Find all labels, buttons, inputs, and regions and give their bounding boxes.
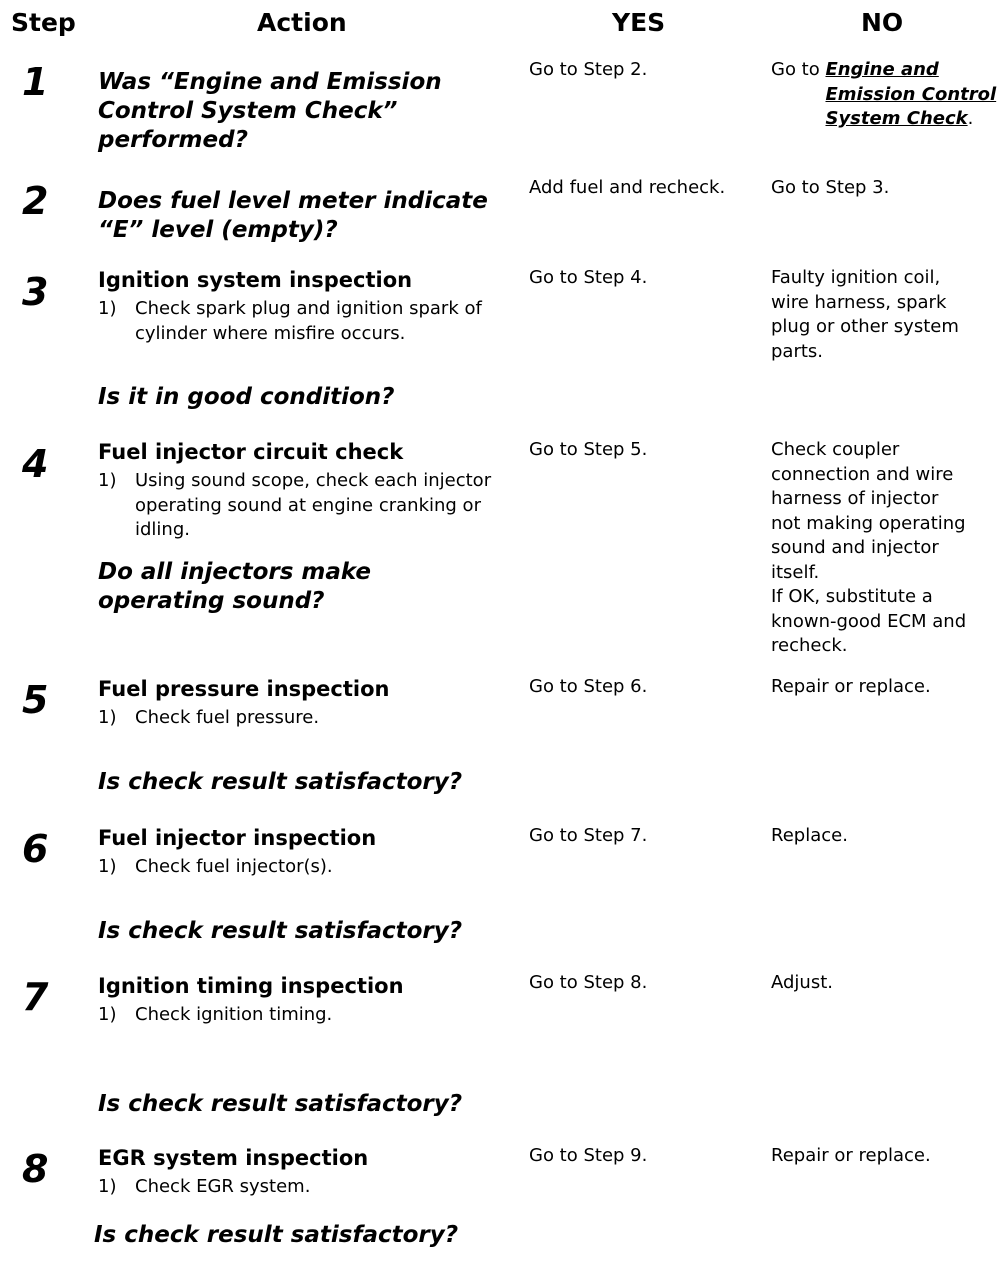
step-6-item-number: 1) — [98, 856, 117, 877]
step-1-question: Was “Engine and Emission Control System Check” performed? — [98, 69, 442, 153]
header-action: Action — [257, 8, 347, 37]
step-number-4: 4 — [22, 442, 49, 486]
step-5-item-text: Check fuel pressure. — [135, 707, 320, 728]
step-8-item-number: 1) — [98, 1176, 117, 1197]
step-1-yes: Go to Step 2. — [529, 59, 648, 80]
step-4-item — [98, 469, 493, 543]
step-4-no-line: not making operating — [771, 512, 966, 534]
step-7-action — [98, 972, 518, 1119]
step-8-question: Is check result satisfactory? — [94, 1221, 459, 1248]
step-number-5: 5 — [22, 678, 49, 722]
step-3-item-number: 1) — [98, 298, 117, 319]
step-3-item — [98, 297, 518, 346]
step-4-no-line: If OK, substitute a — [771, 586, 933, 607]
step-4-no-line: recheck. — [771, 635, 848, 656]
step-5-item-number: 1) — [98, 707, 117, 728]
step-4-item-text: Using sound scope, check each injector operating sound at engine cranking or idling. — [135, 470, 492, 540]
step-7-yes: Go to Step 8. — [529, 972, 648, 993]
step-3-item-text: Check spark plug and ignition spark of cylinder where misfire occurs. — [135, 298, 482, 344]
step-number-6: 6 — [22, 827, 49, 871]
step-4-no-line: connection and wire — [771, 463, 954, 485]
step-7-no: Adjust. — [771, 972, 833, 993]
step-5-yes: Go to Step 6. — [529, 676, 648, 697]
header-no: NO — [861, 8, 904, 37]
step-6-action — [98, 824, 518, 946]
step-4-no-line: Check coupler — [771, 439, 900, 460]
step-4-title: Fuel injector circuit check — [98, 440, 404, 464]
step-number-3: 3 — [22, 270, 49, 314]
step-1-no — [771, 58, 1007, 132]
step-7-question: Is check result satisfactory? — [98, 1090, 463, 1117]
step-7-item-number: 1) — [98, 1004, 117, 1025]
step-2-action — [98, 187, 518, 245]
step-2-yes: Add fuel and recheck. — [529, 177, 726, 198]
step-6-item-text: Check fuel injector(s). — [135, 856, 333, 877]
step-6-item — [98, 855, 518, 880]
step-4-yes: Go to Step 5. — [529, 439, 648, 460]
step-4-no-line: sound and injector — [771, 537, 939, 558]
step-4-no — [771, 438, 1007, 659]
step-8-yes: Go to Step 9. — [529, 1145, 648, 1166]
step-number-2: 2 — [22, 179, 49, 223]
step-number-1: 1 — [22, 60, 49, 104]
step-8-no: Repair or replace. — [771, 1145, 931, 1166]
step-7-item-text: Check ignition timing. — [135, 1004, 333, 1025]
step-4-no-line: itself. — [771, 561, 820, 583]
step-5-item — [98, 706, 518, 731]
engine-emission-check-link[interactable]: Engine and Emission Control System Check — [825, 59, 997, 129]
step-4-item-number: 1) — [98, 470, 117, 491]
step-4-question: Do all injectors make operating sound? — [98, 558, 371, 614]
step-8-item — [98, 1175, 518, 1200]
step-3-no-line: plug or other system — [771, 316, 959, 337]
step-2-question: Does fuel level meter indicate “E” level (empty)? — [98, 188, 488, 243]
header-yes: YES — [612, 8, 666, 37]
step-5-question: Is check result satisfactory? — [98, 768, 463, 795]
step-6-title: Fuel injector inspection — [98, 826, 377, 850]
step-7-title: Ignition timing inspection — [98, 974, 404, 998]
step-4-no-line: harness of injector — [771, 488, 939, 509]
step-6-no: Replace. — [771, 825, 848, 846]
step-8-title: EGR system inspection — [98, 1146, 369, 1170]
step-3-question: Is it in good condition? — [98, 384, 395, 410]
step-number-7: 7 — [22, 975, 49, 1019]
header-step: Step — [11, 8, 76, 37]
step-2-no: Go to Step 3. — [771, 177, 890, 198]
step-6-yes: Go to Step 7. — [529, 825, 648, 846]
step-4-action — [98, 438, 518, 616]
step-1-no-prefix: Go to — [771, 59, 826, 80]
step-6-question: Is check result satisfactory? — [98, 917, 463, 944]
step-3-no-line: wire harness, spark — [771, 291, 947, 313]
step-3-no-line: Faulty ignition coil, — [771, 267, 941, 288]
step-4-no-line: known-good ECM and — [771, 610, 967, 632]
step-1-no-suffix: . — [967, 108, 974, 129]
step-5-action — [98, 675, 518, 797]
step-3-no — [771, 266, 1007, 364]
step-3-yes: Go to Step 4. — [529, 267, 648, 288]
step-3-no-line: parts. — [771, 340, 824, 362]
step-1-action — [98, 68, 518, 155]
step-7-item — [98, 1003, 518, 1028]
step-8-action — [94, 1144, 518, 1250]
step-5-no: Repair or replace. — [771, 676, 931, 697]
step-3-title: Ignition system inspection — [98, 268, 413, 292]
step-3-action — [98, 266, 518, 412]
step-8-item-text: Check EGR system. — [135, 1176, 311, 1197]
step-number-8: 8 — [22, 1147, 49, 1191]
step-5-title: Fuel pressure inspection — [98, 677, 390, 701]
